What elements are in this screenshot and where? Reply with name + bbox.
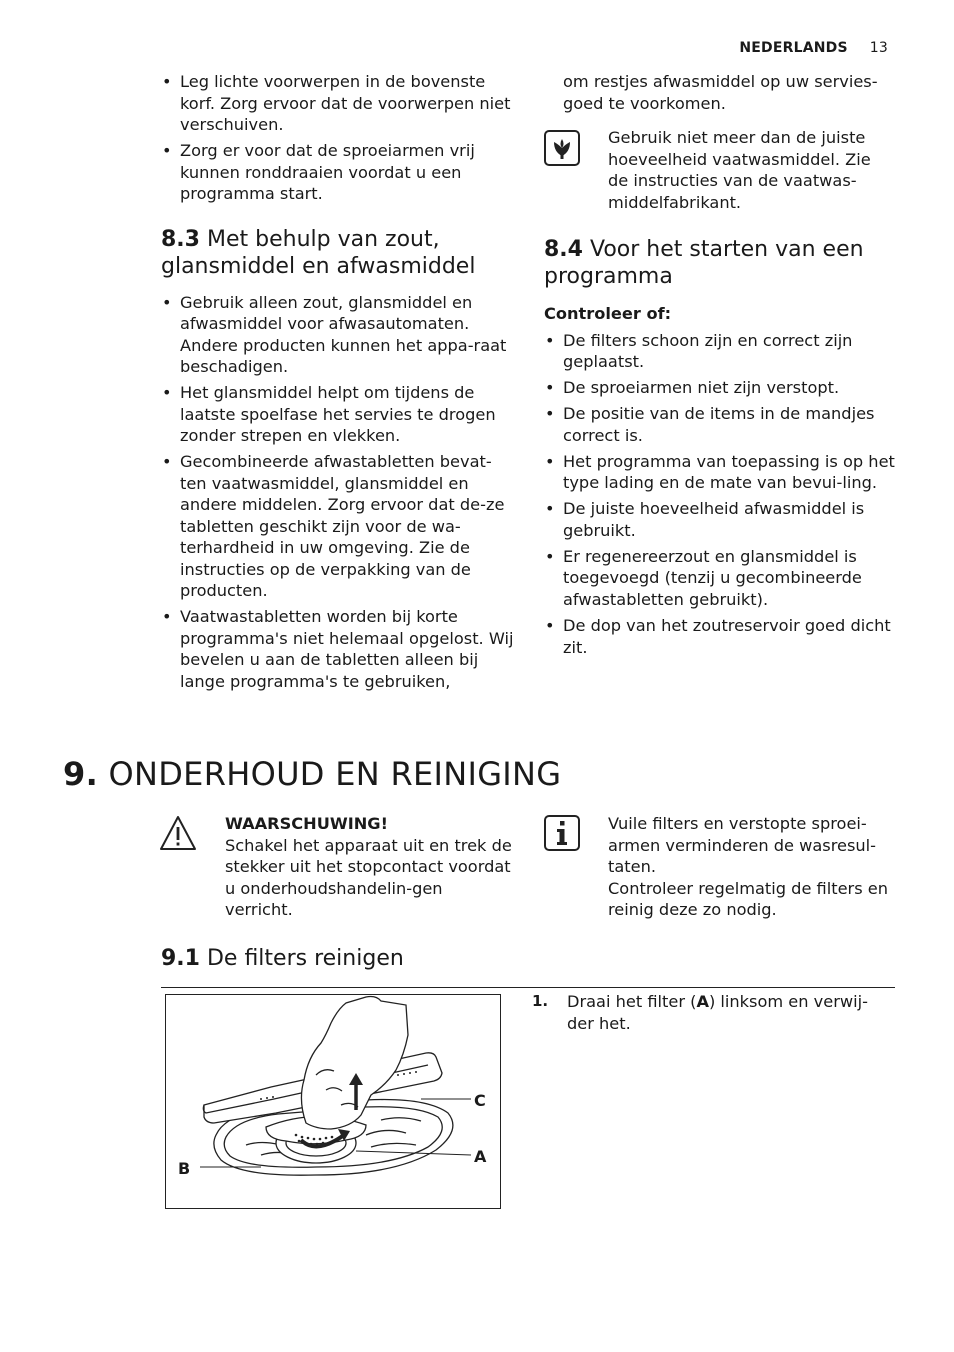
list-item: • Het glansmiddel helpt om tijdens de laatste spoelfase het servies te drogen zonder strepen en vlekken. <box>161 382 516 447</box>
section-8-4-list <box>544 330 896 659</box>
section-number: 8.4 <box>544 237 583 262</box>
left-column <box>161 71 516 697</box>
info-block <box>608 813 896 921</box>
step-text-pre: Draai het filter ( <box>567 992 697 1011</box>
page-number: 13 <box>869 40 888 56</box>
left-top-list <box>161 71 516 205</box>
list-item: • Vaatwastabletten worden bij korte programma's niet helemaal opgelost. Wij bevelen u aan de tabletten alleen bij lange programma's te gebruiken, <box>161 606 516 692</box>
step-number: 1. <box>532 992 549 1010</box>
list-item: • De filters schoon zijn en correct zijn geplaatst. <box>544 330 896 373</box>
list-item: • Er regenereerzout en glansmiddel is toegevoegd (tenzij u gecombineerde afwastabletten gebruikt). <box>544 546 896 611</box>
list-item: • De sproeiarmen niet zijn verstopt. <box>544 377 896 399</box>
warning-triangle-icon <box>159 815 197 851</box>
filter-figure <box>165 994 501 1209</box>
info-text-1: Vuile filters en verstopte sproei-armen verminderen de wasresul-taten. <box>608 814 877 876</box>
list-item: • De juiste hoeveelheid afwasmiddel is gebruikt. <box>544 498 896 541</box>
section-title: De filters reinigen <box>206 946 404 971</box>
list-item: • Zorg er voor dat de sproeiarmen vrij kunnen ronddraaien voordat u een programma start. <box>161 140 516 205</box>
warning-block <box>225 813 515 921</box>
filter-illustration <box>166 995 500 1208</box>
section-8-3-list <box>161 292 516 693</box>
warning-label: WAARSCHUWING! <box>225 814 388 833</box>
section-title-line: glansmiddel en afwasmiddel <box>161 253 476 279</box>
step-1 <box>532 991 894 1034</box>
list-item: • Leg lichte voorwerpen in de bovenste korf. Zorg ervoor dat de voorwerpen niet verschuiven. <box>161 71 516 136</box>
chapter-number: 9. <box>63 755 99 793</box>
section-rule <box>161 987 895 988</box>
step-text-key: A <box>696 992 709 1011</box>
step-text-post: ) linksom en verwij-der het. <box>567 992 868 1033</box>
section-number: 9.1 <box>161 946 200 971</box>
right-continuation: om restjes afwasmiddel op uw servies-goed te voorkomen. <box>563 72 878 113</box>
info-text-2: Controleer regelmatig de filters en reinig deze zo nodig. <box>608 878 889 919</box>
section-title-line: programma <box>544 264 673 289</box>
chapter-title: ONDERHOUD EN REINIGING <box>108 755 562 793</box>
label-a: A <box>474 1147 487 1166</box>
warning-text: Schakel het apparaat uit en trek de stekker uit het stopcontact voordat u onderhoudshandelin-gen verricht. <box>225 835 512 919</box>
section-8-4-heading <box>544 236 896 290</box>
info-icon <box>544 815 580 851</box>
environment-note: Gebruik niet meer dan de juiste hoeveelheid vaatwasmiddel. Zie de instructies van de vaatwas-middelfabrikant. <box>608 128 871 212</box>
check-label: Controleer of: <box>544 304 672 323</box>
step-text <box>567 991 894 1034</box>
list-item: • Gebruik alleen zout, glansmiddel en afwasmiddel voor afwasautomaten. Andere producten kunnen het appa-raat beschadigen. <box>161 292 516 378</box>
section-title-line: Voor het starten van een <box>589 237 864 262</box>
section-9-1-heading <box>161 945 404 972</box>
section-number: 8.3 <box>161 226 200 252</box>
list-item: • Gecombineerde afwastabletten bevat-ten vaatwasmiddel, glansmiddel en andere middelen. Zorg ervoor dat de-ze tabletten geschikt zijn voor de wa-terhardheid in uw omgeving. Zie de instructies op de verpakking van de producten. <box>161 451 516 602</box>
label-c: C <box>474 1091 486 1110</box>
chapter-9-heading <box>63 755 561 793</box>
label-b: B <box>178 1159 191 1178</box>
header-language: NEDERLANDS <box>739 40 848 56</box>
page-header <box>739 40 888 56</box>
list-item: • De positie van de items in de mandjes correct is. <box>544 403 896 446</box>
right-section-8-4 <box>544 236 896 663</box>
list-item: • De dop van het zoutreservoir goed dicht zit. <box>544 615 896 658</box>
section-title-line: Met behulp van zout, <box>206 226 440 252</box>
list-item: • Het programma van toepassing is op het type lading en de mate van bevui-ling. <box>544 451 896 494</box>
section-8-3-heading <box>161 226 516 280</box>
environment-icon <box>544 130 580 166</box>
